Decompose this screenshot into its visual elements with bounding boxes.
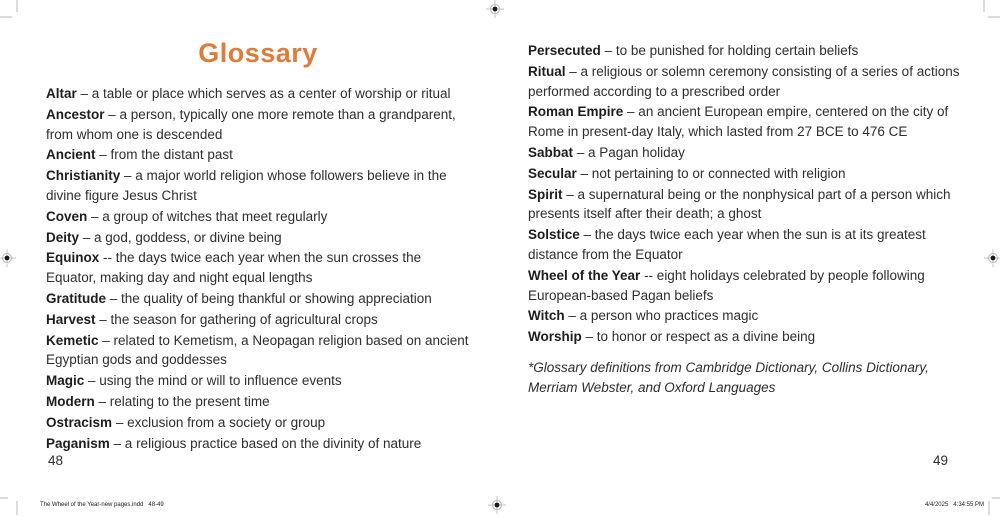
glossary-term: Magic [46,373,85,389]
glossary-entry [528,102,964,142]
glossary-definition: – from the distant past [99,147,233,163]
glossary-term: Persecuted [528,43,601,58]
crop-mark [16,0,18,12]
glossary-entry [528,143,964,163]
glossary-definition: – a religious practice based on the divinity of nature [113,435,422,451]
page-number-right: 49 [932,453,948,468]
glossary-definition: – the days twice each year when the sun is at its greatest distance from the Equator [528,227,926,262]
glossary-term: Coven [46,208,88,224]
glossary-definition: – to honor or respect as a divine being [585,329,816,345]
glossary-entry [46,84,470,104]
glossary-sources-note: *Glossary definitions from Cambridge Dictionary, Collins Dictionary, Merriam Webster, and Oxford Languages [528,359,929,395]
glossary-entry [528,164,964,184]
glossary-term: Secular [528,165,577,181]
glossary-entry [528,306,964,326]
glossary-term: Sabbat [528,144,574,160]
glossary-definition: – to be punished for holding certain beliefs [604,43,859,58]
right-page [528,41,964,398]
crop-mark [16,501,18,515]
registration-mark-icon [984,249,1000,267]
glossary-definition: – a major world religion whose followers believe in the divine figure Jesus Christ [46,168,447,203]
glossary-entry [46,248,470,288]
glossary-entry [46,166,470,206]
glossary-definition: – exclusion from a society or group [115,414,326,430]
glossary-entry [528,185,964,225]
glossary-term: Ancient [46,147,96,163]
crop-mark [0,497,8,499]
crop-mark [988,16,1000,18]
glossary-entry [528,62,964,102]
glossary-entry [528,266,964,306]
glossary-term: Equinox [46,250,100,266]
glossary-entry [46,145,470,165]
glossary-definition: – relating to the present time [98,393,270,409]
crop-mark [0,16,12,18]
glossary-term: Gratitude [46,290,107,306]
glossary-entry [46,310,470,330]
registration-mark-icon [486,0,504,18]
glossary-entry [528,225,964,265]
glossary-definition: – a group of witches that meet regularly [91,208,328,224]
glossary-entry [46,105,470,145]
crop-mark [983,0,985,12]
glossary-term: Kemetic [46,332,99,348]
glossary-entry [46,228,470,248]
glossary-entry [46,331,470,371]
glossary-definition: -- the days twice each year when the sun crosses the Equator, making day and night equal lengths [46,250,422,286]
glossary-term: Ostracism [46,414,113,430]
crop-mark [992,497,1000,499]
glossary-term: Modern [46,393,95,409]
glossary-term: Altar [46,86,77,101]
glossary-entry [46,434,470,454]
glossary-definition: -- eight holidays celebrated by people following European-based Pagan beliefs [528,267,925,303]
glossary-definition: – a table or place which serves as a center of worship or ritual [80,86,451,101]
glossary-term: Roman Empire [528,104,624,120]
glossary-definition: – a person, typically one more remote than a grandparent, from whom one is descended [46,106,456,142]
page-title: Glossary [198,38,318,68]
glossary-definition: – the season for gathering of agricultural crops [99,311,378,327]
glossary-definition: – a god, goddess, or divine being [82,229,282,245]
crop-mark [988,501,990,515]
glossary-entry [46,371,470,391]
glossary-entry [46,207,470,227]
glossary-definition: – not pertaining to or connected with religion [580,165,846,181]
glossary-term: Wheel of the Year [528,267,641,283]
glossary-entry [528,327,964,347]
registration-mark-icon [488,496,506,514]
glossary-definition: – a religious or solemn ceremony consisting of a series of actions performed according to a prescribed order [528,63,960,99]
page-number-left: 48 [48,453,64,468]
glossary-definition: – the quality of being thankful or showing appreciation [109,290,432,306]
glossary-definition: – a supernatural being or the nonphysical part of a person which presents itself after their death; a ghost [528,186,951,222]
glossary-entry [46,392,470,412]
glossary-definition: – an ancient European empire, centered on the city of Rome in present-day Italy, which lasted from 27 BCE to 476 CE [528,104,949,140]
glossary-term: Solstice [528,227,580,243]
glossary-definition: – using the mind or will to influence events [88,373,342,389]
left-page [46,38,470,454]
glossary-term: Witch [528,308,565,324]
glossary-entry [46,289,470,309]
glossary-term: Spirit [528,186,563,202]
glossary-term: Harvest [46,311,96,327]
glossary-term: Paganism [46,435,110,451]
registration-mark-icon [0,249,16,267]
glossary-term: Ancestor [46,106,105,122]
footer-timestamp: 4/4/2025 4:34:55 PM [924,502,984,508]
glossary-term: Worship [528,329,582,345]
glossary-entry [46,413,470,433]
glossary-definition: – a person who practices magic [568,308,759,324]
glossary-definition: – a Pagan holiday [576,144,685,160]
glossary-term: Deity [46,229,80,245]
glossary-term: Christianity [46,168,121,184]
glossary-definition: – related to Kemetism, a Neopagan religion based on ancient Egyptian gods and goddesses [46,332,469,368]
glossary-term: Ritual [528,63,566,79]
footer-file-label: The Wheel of the Year-new pages.indd 48-49 [40,502,164,508]
glossary-entry [528,41,964,61]
